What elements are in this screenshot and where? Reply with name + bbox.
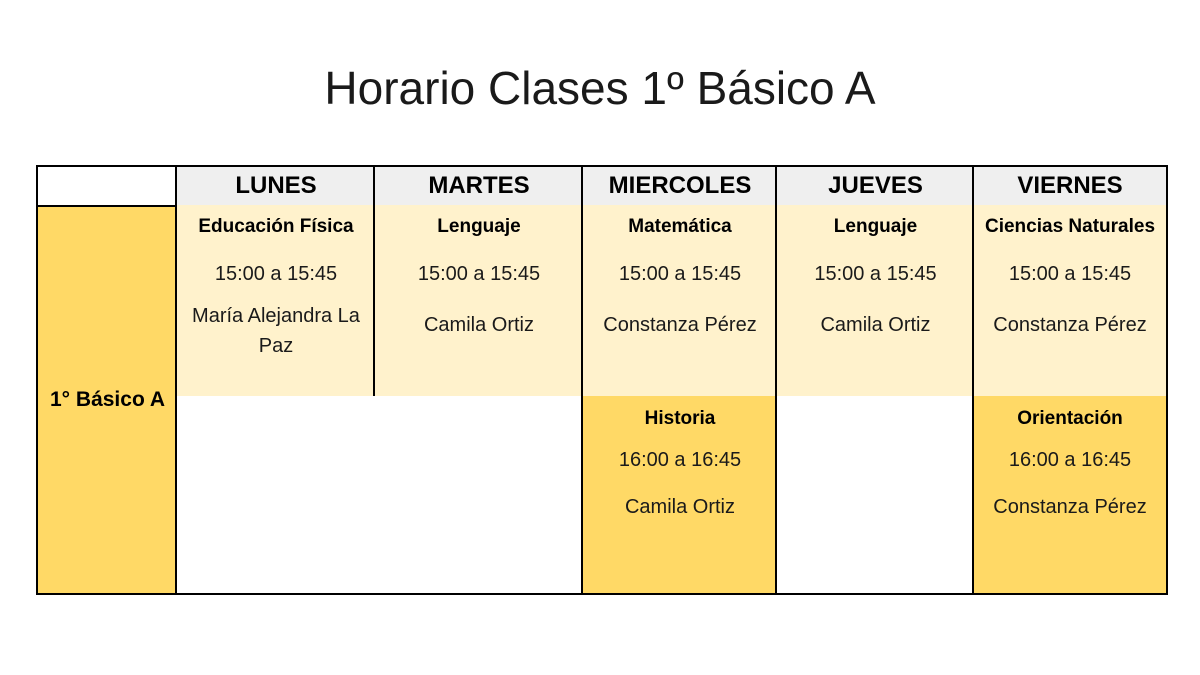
subject-martes: Lenguaje	[373, 205, 583, 251]
class-info-lunes	[175, 249, 375, 398]
day-header-jueves: JUEVES	[775, 165, 974, 207]
teacher-name: María Alejandra La Paz	[192, 305, 360, 357]
teacher-name: Constanza Pérez	[603, 314, 757, 336]
subject-lunes: Educación Física	[175, 205, 375, 251]
subject-jueves: Lenguaje	[775, 205, 974, 251]
teacher-name: Camila Ortiz	[423, 314, 534, 336]
subject-viernes-2: Orientación	[972, 396, 1168, 444]
empty-slot-jueves	[775, 396, 974, 595]
day-header-lunes: LUNES	[175, 165, 375, 207]
class-info-jueves	[775, 249, 974, 398]
class-time: 16:00 a 16:45	[1008, 449, 1132, 471]
class-time: 15:00 a 15:45	[1008, 263, 1132, 285]
class-time: 15:00 a 15:45	[214, 263, 338, 285]
class-time: 16:00 a 16:45	[618, 449, 742, 471]
class-time: 15:00 a 15:45	[814, 263, 937, 285]
teacher-name: Constanza Pérez	[993, 496, 1147, 518]
class-info-viernes	[972, 249, 1168, 398]
subject-viernes: Ciencias Naturales	[972, 205, 1168, 251]
day-header-martes: MARTES	[373, 165, 583, 207]
corner-cell	[36, 165, 177, 207]
class-info-miercoles	[581, 249, 777, 398]
subject-miercoles: Matemática	[581, 205, 777, 251]
teacher-name: Camila Ortiz	[820, 314, 931, 336]
subject-miercoles-2: Historia	[581, 396, 777, 444]
class-time: 15:00 a 15:45	[417, 263, 541, 285]
teacher-name: Camila Ortiz	[624, 496, 735, 518]
group-label: 1° Básico A	[36, 205, 177, 595]
class-info-viernes-2	[972, 442, 1168, 595]
day-header-viernes: VIERNES	[972, 165, 1168, 207]
day-header-miercoles: MIERCOLES	[581, 165, 777, 207]
page-title: Horario Clases 1º Básico A	[324, 62, 876, 114]
empty-slot-lunes-martes	[175, 396, 583, 595]
teacher-name: Constanza Pérez	[993, 314, 1147, 336]
class-time: 15:00 a 15:45	[618, 263, 742, 285]
class-info-martes	[373, 249, 583, 398]
class-info-miercoles-2	[581, 442, 777, 595]
